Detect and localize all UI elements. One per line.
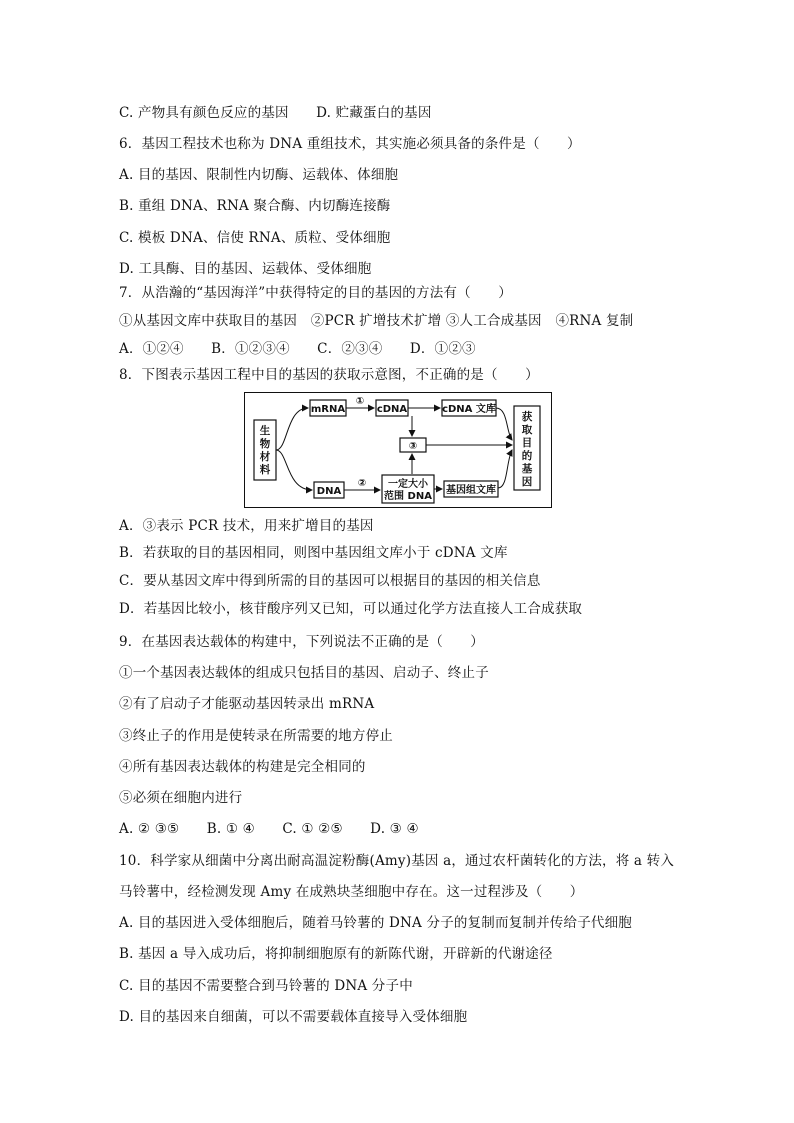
q10-option-d: D. 目的基因来自细菌，可以不需要载体直接导入受体细胞	[119, 1009, 468, 1025]
q7-options: A．①②④ B．①②③④ C．②③④ D．①②③	[119, 341, 476, 357]
result-char: 基	[521, 463, 533, 475]
q9-item-2: ②有了启动子才能驱动基因转录出 mRNA	[119, 696, 375, 712]
mrna-label: mRNA	[310, 404, 346, 415]
q10-stem-2: 马铃薯中，经检测发现 Amy 在成熟块茎细胞中存在。这一过程涉及（ ）	[119, 884, 584, 900]
q8-option-d: D．若基因比较小，核苷酸序列又已知，可以通过化学方法直接人工合成获取	[119, 601, 583, 617]
q9-options: A. ② ③⑤ B. ① ④ C. ① ②⑤ D. ③ ④	[119, 821, 419, 837]
q10-option-b: B. 基因 a 导入成功后，将抑制细胞原有的新陈代谢，开辟新的代谢途径	[119, 946, 553, 962]
source-char: 料	[259, 464, 271, 476]
source-char: 材	[259, 451, 271, 463]
result-char: 因	[521, 476, 533, 488]
fragment-label-1: 一定大小	[388, 479, 428, 490]
q10-option-c: C. 目的基因不需要整合到马铃薯的 DNA 分子中	[119, 978, 413, 994]
step-2-label: ②	[357, 478, 367, 489]
q7-stem: 7．从浩瀚的“基因海洋”中获得特定的目的基因的方法有（ ）	[119, 285, 512, 301]
dna-label: DNA	[316, 486, 342, 497]
q7-items: ①从基因文库中获取目的基因 ②PCR 扩增技术扩增 ③人工合成基因 ④RNA 复制	[119, 313, 634, 329]
q10-option-a: A. 目的基因进入受体细胞后，随着马铃薯的 DNA 分子的复制而复制并传给子代细胞	[119, 915, 632, 931]
q9-stem: 9．在基因表达载体的构建中，下列说法不正确的是（ ）	[119, 634, 484, 650]
gene-acquisition-diagram	[244, 392, 552, 508]
q9-item-4: ④所有基因表达载体的构建是完全相同的	[119, 759, 366, 775]
q8-stem: 8．下图表示基因工程中目的基因的获取示意图，不正确的是（ ）	[119, 367, 539, 383]
q6-option-b: B. 重组 DNA、RNA 聚合酶、内切酶连接酶	[119, 198, 391, 214]
q10-stem-1: 10．科学家从细菌中分离出耐高温淀粉酶(Amy)基因 a，通过农杆菌转化的方法，将 a 转入	[119, 853, 675, 869]
result-char: 目	[521, 437, 533, 449]
q6-option-d: D. 工具酶、目的基因、运载体、受体细胞	[119, 261, 372, 277]
q8-option-b: B．若获取的目的基因相同，则图中基因组文库小于 cDNA 文库	[119, 545, 508, 561]
step-3-label: ③	[408, 441, 418, 452]
genomic-library-label: 基因组文库	[446, 485, 496, 496]
q5-option-cd: C. 产物具有颜色反应的基因 D. 贮藏蛋白的基因	[119, 105, 432, 121]
q8-option-c: C．要从基因文库中得到所需的目的基因可以根据目的基因的相关信息	[119, 573, 541, 589]
step-1-label: ①	[355, 396, 365, 407]
source-char: 物	[259, 438, 271, 450]
q9-item-5: ⑤必须在细胞内进行	[119, 790, 243, 806]
q9-item-3: ③终止子的作用是使转录在所需要的地方停止	[119, 728, 393, 744]
q6-option-a: A. 目的基因、限制性内切酶、运载体、体细胞	[119, 167, 399, 183]
q8-option-a: A．③表示 PCR 技术，用来扩增目的基因	[119, 518, 374, 534]
q6-option-c: C. 模板 DNA、信使 RNA、质粒、受体细胞	[119, 230, 391, 246]
result-char: 取	[521, 424, 533, 436]
cdna-label: cDNA	[376, 404, 408, 415]
q9-item-1: ①一个基因表达载体的组成只包括目的基因、启动子、终止子	[119, 665, 489, 681]
result-char: 的	[521, 450, 533, 462]
result-char: 获	[521, 411, 533, 423]
diagram-canvas	[244, 392, 552, 508]
q6-stem: 6．基因工程技术也称为 DNA 重组技术，其实施必须具备的条件是（ ）	[119, 136, 581, 152]
cdna-library-label: cDNA 文库	[442, 404, 496, 415]
fragment-label-2: 范围 DNA	[384, 491, 432, 502]
source-char: 生	[259, 425, 271, 437]
